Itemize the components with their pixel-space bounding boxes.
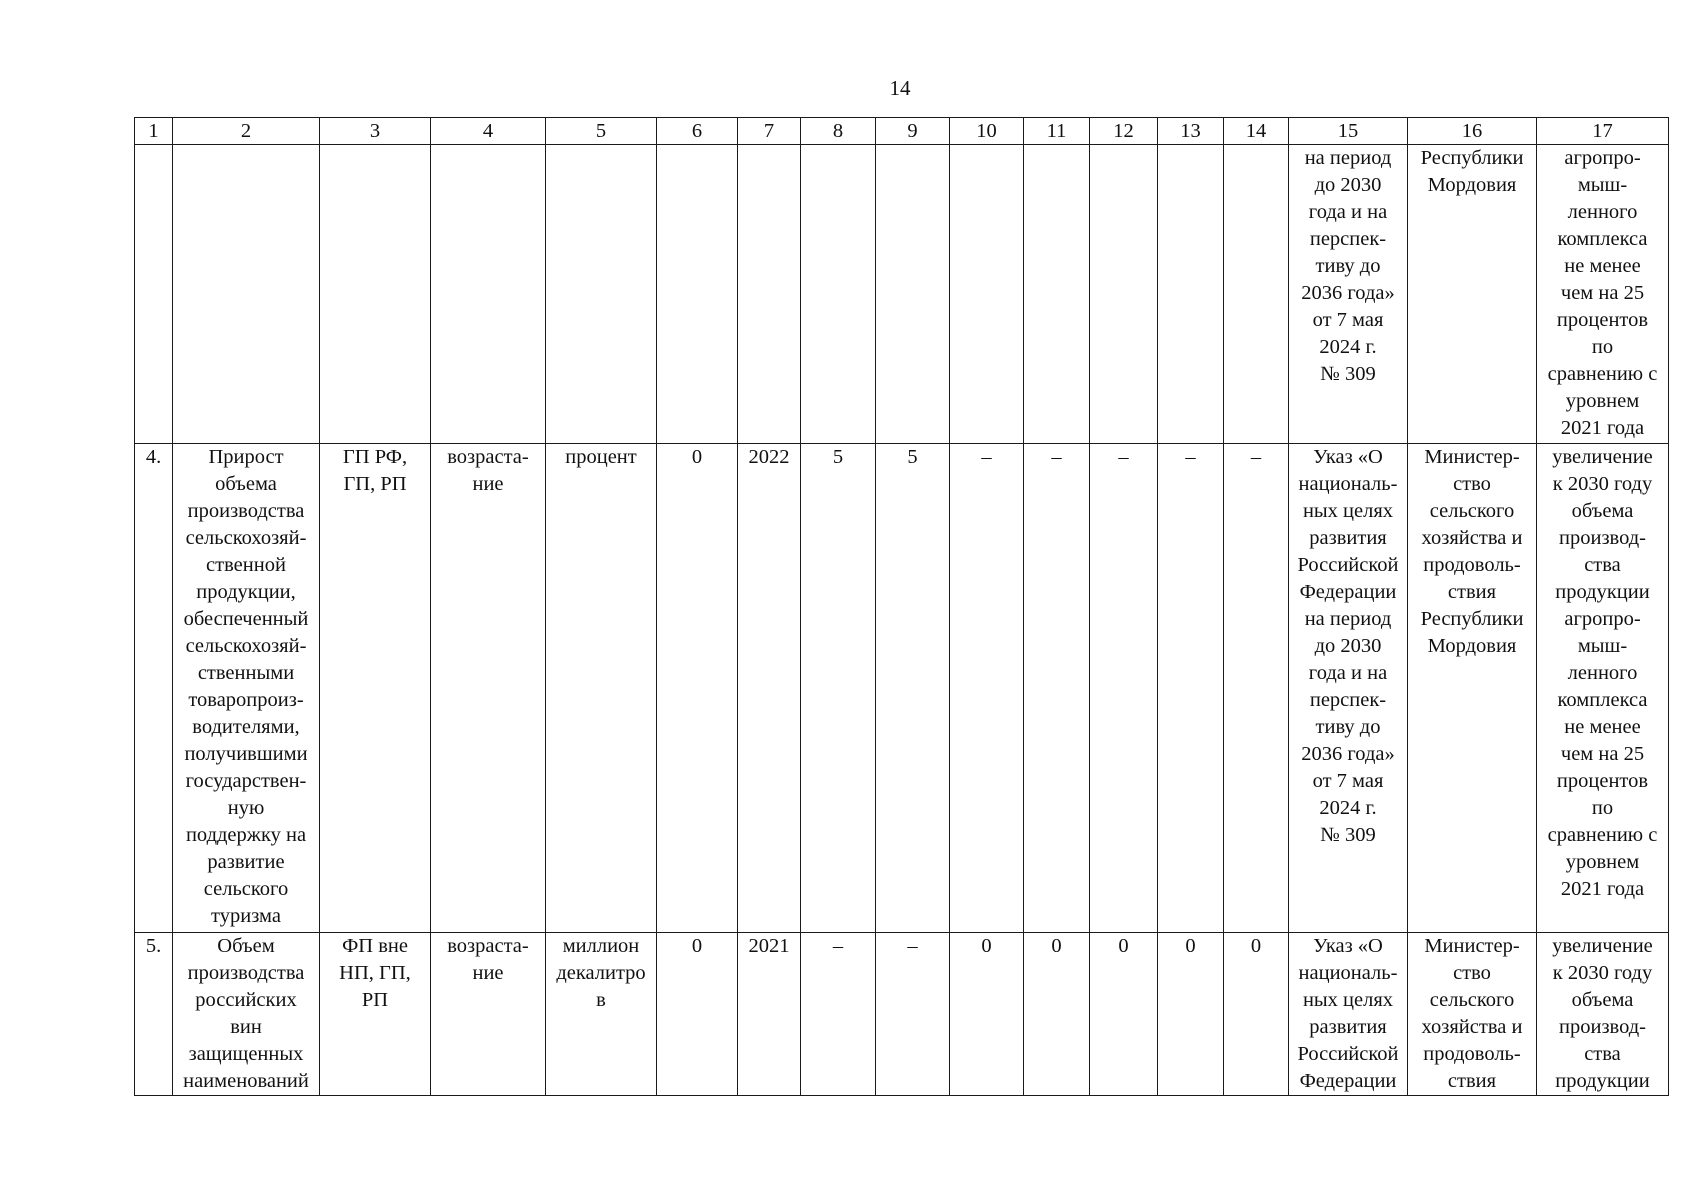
- cell-text-line: № 309: [1320, 824, 1376, 846]
- cell-text-line: –: [832, 935, 844, 957]
- cell-text-line: возраста-: [447, 446, 529, 468]
- cell-text-line: ГП РФ,: [342, 446, 408, 468]
- cell-text-line: развитие: [207, 851, 285, 873]
- cell-text-line: 2022: [748, 446, 790, 468]
- cell-text-line: сельского: [203, 878, 289, 900]
- table-cell-col-4: [431, 933, 546, 1096]
- table-cell-col-14: [1224, 145, 1289, 444]
- cell-text-line: перспек-: [1309, 689, 1387, 711]
- column-number-5: 5: [546, 118, 657, 145]
- cell-text-line: Мордовия: [1427, 174, 1517, 196]
- cell-text-line: хозяйства и: [1421, 1016, 1523, 1038]
- cell-text-line: ствия: [1447, 1070, 1497, 1092]
- table-cell-col-6: [657, 444, 738, 933]
- column-number-12: 12: [1090, 118, 1158, 145]
- cell-text-line: ние: [472, 473, 504, 495]
- table-cell-col-3: [320, 444, 431, 933]
- cell-text-line: объема: [215, 473, 277, 495]
- table-cell-col-11: [1024, 933, 1090, 1096]
- cell-text-line: вин: [230, 1016, 262, 1038]
- table-cell-col-13: [1158, 145, 1224, 444]
- cell-text-line: развития: [1309, 1016, 1387, 1038]
- cell-text-line: –: [981, 446, 992, 468]
- cell-text-line: процентов: [1556, 770, 1649, 792]
- cell-text-line: уровнем: [1565, 851, 1640, 873]
- cell-text-line: по: [1591, 336, 1614, 358]
- cell-text-line: сельскохозяй-: [185, 527, 307, 549]
- table-cell-col-13: [1158, 933, 1224, 1096]
- cell-text-line: 4.: [145, 446, 162, 468]
- cell-text-line: от 7 мая: [1312, 309, 1384, 331]
- cell-text-line: в: [596, 989, 606, 1011]
- cell-text-line: продукции: [1555, 1070, 1650, 1092]
- cell-text-line: Министер-: [1424, 935, 1520, 957]
- cell-text-line: комплекса: [1557, 689, 1648, 711]
- cell-text-line: Министер-: [1424, 446, 1520, 468]
- cell-text-line: 2021 года: [1560, 417, 1645, 439]
- cell-text-line: № 309: [1320, 363, 1376, 385]
- column-number-4: 4: [431, 118, 546, 145]
- cell-text-line: ствия: [1447, 581, 1497, 603]
- table-cell-col-9: [876, 145, 950, 444]
- cell-text-line: на период: [1304, 608, 1392, 630]
- cell-text-line: товаропроиз-: [188, 689, 304, 711]
- cell-text-line: –: [907, 935, 918, 957]
- cell-text-line: обеспеченный: [183, 608, 309, 630]
- cell-text-line: ственной: [206, 554, 286, 576]
- table-cell-col-17: [1537, 444, 1669, 933]
- cell-text-line: года и на: [1308, 201, 1388, 223]
- cell-text-line: производ-: [1559, 527, 1646, 549]
- cell-text-line: сельского: [1429, 989, 1515, 1011]
- cell-text-line: националь-: [1298, 962, 1398, 984]
- cell-text-line: ленного: [1567, 662, 1638, 684]
- table-cell-col-4: [431, 444, 546, 933]
- column-number-row: [135, 118, 1669, 145]
- cell-text-line: Указ «О: [1313, 446, 1383, 468]
- table-cell-col-11: [1024, 444, 1090, 933]
- table-cell-col-15: [1289, 145, 1408, 444]
- indicators-table: [134, 117, 1669, 1096]
- cell-text-line: 5.: [145, 935, 162, 957]
- cell-text-line: производства: [187, 962, 305, 984]
- table-body: [135, 145, 1669, 1096]
- table-cell-col-2: [173, 145, 320, 444]
- cell-text-line: –: [1250, 446, 1262, 468]
- cell-text-line: не менее: [1564, 255, 1641, 277]
- cell-text-line: перспек-: [1309, 228, 1387, 250]
- cell-text-line: 2024 г.: [1319, 797, 1377, 819]
- cell-text-line: ных целях: [1302, 989, 1394, 1011]
- cell-text-line: мыш-: [1577, 635, 1628, 657]
- table-cell-col-6: [657, 145, 738, 444]
- cell-text-line: российских: [195, 989, 297, 1011]
- column-number-3: 3: [320, 118, 431, 145]
- cell-text-line: Прирост: [208, 446, 284, 468]
- table-cell-col-13: [1158, 444, 1224, 933]
- table-cell-col-1: [135, 444, 173, 933]
- table-cell-col-12: [1090, 145, 1158, 444]
- table-cell-col-4: [431, 145, 546, 444]
- table-row: [135, 933, 1669, 1096]
- cell-text-line: ФП вне: [342, 935, 408, 957]
- cell-text-line: процент: [565, 446, 637, 468]
- cell-text-line: 0: [1185, 935, 1196, 957]
- cell-text-line: увеличение: [1552, 935, 1653, 957]
- cell-text-line: защищенных: [188, 1043, 304, 1065]
- cell-text-line: Российской: [1297, 554, 1399, 576]
- cell-text-line: 2021 года: [1560, 878, 1645, 900]
- cell-text-line: сравнению с: [1547, 824, 1658, 846]
- table-cell-col-16: [1408, 444, 1537, 933]
- cell-text-line: 2024 г.: [1319, 336, 1377, 358]
- cell-text-line: националь-: [1298, 473, 1398, 495]
- cell-text-line: ства: [1584, 554, 1621, 576]
- cell-text-line: сельского: [1429, 500, 1515, 522]
- cell-text-line: наименований: [183, 1070, 309, 1092]
- table-cell-col-12: [1090, 933, 1158, 1096]
- cell-text-line: миллион: [562, 935, 640, 957]
- cell-text-line: Мордовия: [1427, 635, 1517, 657]
- cell-text-line: продукции,: [196, 581, 296, 603]
- cell-text-line: НП, ГП,: [339, 962, 411, 984]
- table-cell-col-3: [320, 145, 431, 444]
- cell-text-line: 0: [1250, 935, 1262, 957]
- cell-text-line: –: [1051, 446, 1062, 468]
- column-number-9: 9: [876, 118, 950, 145]
- table-cell-col-8: [801, 145, 876, 444]
- cell-text-line: ленного: [1567, 201, 1638, 223]
- cell-text-line: мыш-: [1577, 174, 1628, 196]
- table-cell-col-11: [1024, 145, 1090, 444]
- cell-text-line: от 7 мая: [1312, 770, 1384, 792]
- table-cell-col-14: [1224, 444, 1289, 933]
- table-cell-col-5: [546, 933, 657, 1096]
- column-number-11: 11: [1024, 118, 1090, 145]
- cell-text-line: Республики: [1420, 147, 1524, 169]
- table-cell-col-1: [135, 933, 173, 1096]
- table-cell-col-9: [876, 444, 950, 933]
- cell-text-line: ную: [227, 797, 265, 819]
- column-number-2: 2: [173, 118, 320, 145]
- cell-text-line: сельскохозяй-: [185, 635, 307, 657]
- cell-text-line: развития: [1309, 527, 1387, 549]
- cell-text-line: 2036 года»: [1301, 743, 1395, 765]
- cell-text-line: ство: [1453, 962, 1491, 984]
- cell-text-line: чем на 25: [1560, 282, 1645, 304]
- table-cell-col-16: [1408, 933, 1537, 1096]
- cell-text-line: процентов: [1556, 309, 1649, 331]
- table-cell-col-8: [801, 933, 876, 1096]
- cell-text-line: ГП, РП: [343, 473, 407, 495]
- table-cell-col-7: [738, 933, 801, 1096]
- cell-text-line: Объем: [217, 935, 275, 957]
- table-cell-col-17: [1537, 933, 1669, 1096]
- cell-text-line: комплекса: [1557, 228, 1648, 250]
- column-number-16: 16: [1408, 118, 1537, 145]
- table-cell-col-16: [1408, 145, 1537, 444]
- column-number-15: 15: [1289, 118, 1408, 145]
- cell-text-line: сравнению с: [1547, 363, 1658, 385]
- cell-text-line: агропро-: [1564, 147, 1641, 169]
- cell-text-line: увеличение: [1552, 446, 1653, 468]
- cell-text-line: 2021: [748, 935, 790, 957]
- table-cell-col-5: [546, 145, 657, 444]
- cell-text-line: тиву до: [1315, 716, 1381, 738]
- cell-text-line: объема: [1571, 500, 1634, 522]
- cell-text-line: –: [1118, 446, 1129, 468]
- table-cell-col-12: [1090, 444, 1158, 933]
- column-number-13: 13: [1158, 118, 1224, 145]
- cell-text-line: туризма: [211, 905, 281, 927]
- cell-text-line: к 2030 году: [1552, 962, 1653, 984]
- cell-text-line: Республики: [1420, 608, 1524, 630]
- cell-text-line: продоволь-: [1423, 1043, 1521, 1065]
- cell-text-line: 0: [691, 935, 703, 957]
- cell-text-line: к 2030 году: [1552, 473, 1653, 495]
- cell-text-line: не менее: [1564, 716, 1641, 738]
- cell-text-line: чем на 25: [1560, 743, 1645, 765]
- cell-text-line: водителями,: [192, 716, 300, 738]
- table-cell-col-10: [950, 933, 1024, 1096]
- cell-text-line: получившими: [184, 743, 308, 765]
- table-cell-col-15: [1289, 444, 1408, 933]
- cell-text-line: агропро-: [1564, 608, 1641, 630]
- cell-text-line: продукции: [1555, 581, 1650, 603]
- cell-text-line: ства: [1584, 1043, 1621, 1065]
- column-number-1: 1: [135, 118, 173, 145]
- cell-text-line: –: [1185, 446, 1196, 468]
- cell-text-line: Федерации: [1299, 1070, 1397, 1092]
- cell-text-line: 0: [1118, 935, 1129, 957]
- column-number-8: 8: [801, 118, 876, 145]
- table-cell-col-17: [1537, 145, 1669, 444]
- cell-text-line: 0: [1051, 935, 1062, 957]
- cell-text-line: производства: [187, 500, 305, 522]
- cell-text-line: 5: [832, 446, 844, 468]
- column-number-10: 10: [950, 118, 1024, 145]
- column-number-17: 17: [1537, 118, 1669, 145]
- cell-text-line: Федерации: [1299, 581, 1397, 603]
- table-cell-col-3: [320, 933, 431, 1096]
- cell-text-line: поддержку на: [185, 824, 307, 846]
- cell-text-line: Указ «О: [1313, 935, 1383, 957]
- table-cell-col-7: [738, 444, 801, 933]
- cell-text-line: продоволь-: [1423, 554, 1521, 576]
- cell-text-line: Российской: [1297, 1043, 1399, 1065]
- cell-text-line: ство: [1453, 473, 1491, 495]
- table-row: [135, 145, 1669, 444]
- table-cell-col-15: [1289, 933, 1408, 1096]
- cell-text-line: декалитро: [556, 962, 646, 984]
- cell-text-line: хозяйства и: [1421, 527, 1523, 549]
- table-cell-col-9: [876, 933, 950, 1096]
- column-number-14: 14: [1224, 118, 1289, 145]
- page-number: 14: [889, 76, 911, 100]
- table-cell-col-2: [173, 933, 320, 1096]
- table-cell-col-1: [135, 145, 173, 444]
- cell-text-line: РП: [361, 989, 389, 1011]
- cell-text-line: ных целях: [1302, 500, 1394, 522]
- cell-text-line: до 2030: [1314, 635, 1382, 657]
- table-cell-col-6: [657, 933, 738, 1096]
- cell-text-line: уровнем: [1565, 390, 1640, 412]
- cell-text-line: по: [1591, 797, 1614, 819]
- cell-text-line: до 2030: [1314, 174, 1382, 196]
- cell-text-line: на период: [1304, 147, 1392, 169]
- cell-text-line: тиву до: [1315, 255, 1381, 277]
- table-cell-col-10: [950, 444, 1024, 933]
- cell-text-line: объема: [1571, 989, 1634, 1011]
- cell-text-line: ственными: [197, 662, 295, 684]
- cell-text-line: 2036 года»: [1301, 282, 1395, 304]
- table-row: [135, 444, 1669, 933]
- cell-text-line: производ-: [1559, 1016, 1646, 1038]
- table-cell-col-2: [173, 444, 320, 933]
- table-cell-col-8: [801, 444, 876, 933]
- cell-text-line: 5: [907, 446, 918, 468]
- cell-text-line: 0: [691, 446, 703, 468]
- cell-text-line: ние: [472, 962, 504, 984]
- table-cell-col-7: [738, 145, 801, 444]
- table-cell-col-5: [546, 444, 657, 933]
- cell-text-line: возраста-: [447, 935, 529, 957]
- table-cell-col-14: [1224, 933, 1289, 1096]
- column-number-6: 6: [657, 118, 738, 145]
- cell-text-line: 0: [981, 935, 992, 957]
- cell-text-line: года и на: [1308, 662, 1388, 684]
- table-cell-col-10: [950, 145, 1024, 444]
- cell-text-line: государствен-: [185, 770, 307, 792]
- column-number-7: 7: [738, 118, 801, 145]
